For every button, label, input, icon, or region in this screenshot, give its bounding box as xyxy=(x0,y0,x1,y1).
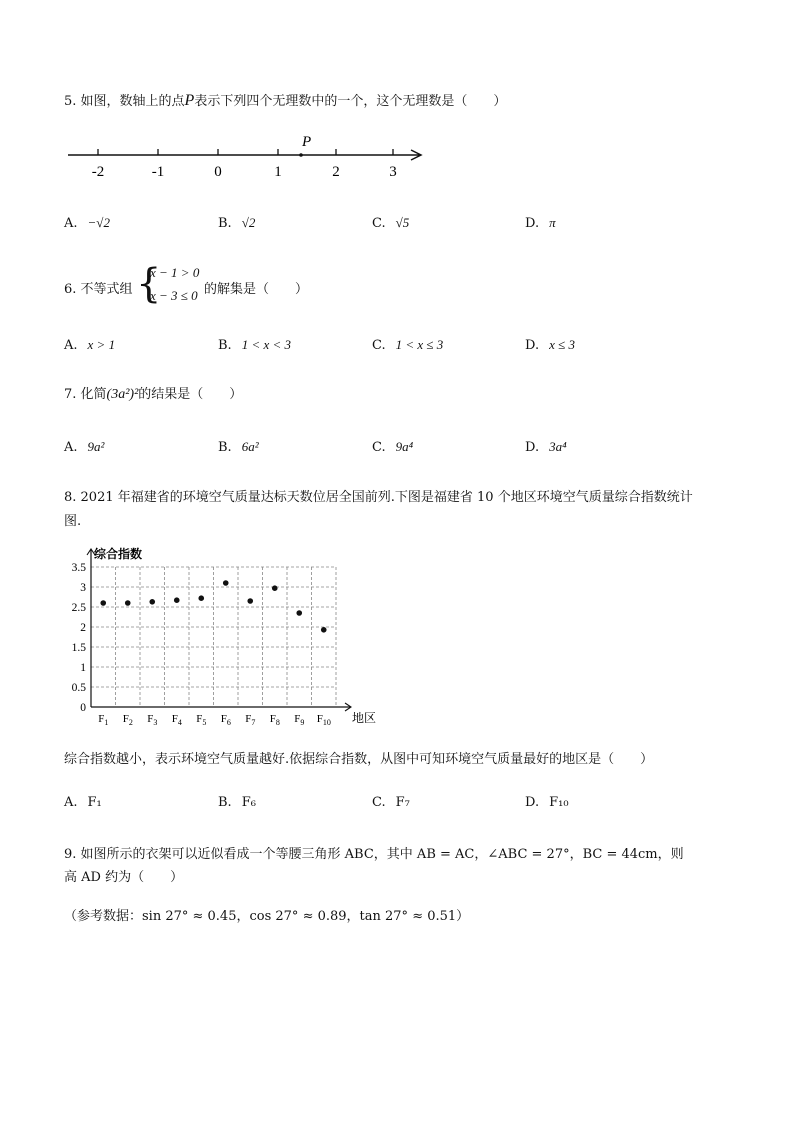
chart-y-tick-label: 0 xyxy=(80,702,86,714)
chart-x-tick-label: $F_6$ xyxy=(220,713,231,727)
chart-data-point xyxy=(296,610,302,616)
q5-var-p: P xyxy=(184,92,195,109)
chart-data-point xyxy=(223,580,229,586)
chart-x-axis-label: 地区 xyxy=(352,711,377,725)
chart-data-point xyxy=(100,600,106,606)
chart-x-tick-label: $F_4$ xyxy=(171,713,182,727)
chart-x-tick-label: $F_8$ xyxy=(269,713,280,727)
q7-option-d[interactable]: D. 3a⁴ xyxy=(525,439,567,455)
chart-y-tick-label: 0.5 xyxy=(71,682,86,694)
q7-option-b[interactable]: B. 6a² xyxy=(218,439,259,455)
q5-option-b[interactable]: B. √2 xyxy=(218,215,256,231)
q8-after-text: 综合指数越小，表示环境空气质量越好.依据综合指数，从图中可知环境空气质量最好的地区是（ ） xyxy=(64,752,654,767)
chart-data-point xyxy=(272,585,278,591)
chart-y-tick-label: 3.5 xyxy=(71,562,86,574)
q8-stem-line1: 8. 2021 年福建省的环境空气质量达标天数位居全国前列.下图是福建省 10 个地区环境空气质量综合指数统计 xyxy=(64,490,693,505)
chart-data-point xyxy=(149,599,155,605)
chart-data-point xyxy=(321,627,327,633)
q7-option-c[interactable]: C. 9a⁴ xyxy=(372,439,414,455)
q5-stem: 5. 如图，数轴上的点P表示下列四个无理数中的一个，这个无理数是（ ） xyxy=(64,92,507,109)
number-line-tick-label: 3 xyxy=(389,164,397,180)
q8-option-d[interactable]: D. F₁₀ xyxy=(525,795,569,810)
chart-x-tick-label: $F_{10}$ xyxy=(316,713,331,727)
q6-option-d[interactable]: D. x ≤ 3 xyxy=(525,337,575,353)
chart-x-tick-label: $F_2$ xyxy=(122,713,133,727)
q8-option-b[interactable]: B. F₆ xyxy=(218,795,256,810)
q5-option-a[interactable]: A. −√2 xyxy=(64,215,110,231)
q5-option-d[interactable]: D. π xyxy=(525,215,556,231)
chart-x-tick-label: $F_1$ xyxy=(98,713,109,727)
q6-option-b[interactable]: B. 1 < x < 3 xyxy=(218,337,292,353)
number-line-tick-label: 2 xyxy=(332,164,340,180)
chart-y-tick-label: 1.5 xyxy=(71,642,86,654)
chart-x-tick-label: $F_7$ xyxy=(245,713,256,727)
q6-option-a[interactable]: A. x > 1 xyxy=(64,337,116,353)
chart-data-point xyxy=(125,600,131,606)
q7-expr: (3a²)² xyxy=(106,387,139,402)
q6-line1: x − 1 > 0 xyxy=(150,265,200,280)
number-line-figure xyxy=(60,128,430,188)
chart-y-tick-label: 2.5 xyxy=(71,602,86,614)
air-quality-chart xyxy=(58,544,388,730)
chart-x-tick-label: $F_5$ xyxy=(196,713,207,727)
q6-stem-rest: 的解集是（ ） xyxy=(204,282,309,297)
number-line-tick-label: -2 xyxy=(91,164,105,180)
q7-stem: 7. 化简(3a²)²的结果是（ ） xyxy=(64,387,243,402)
chart-y-tick-label: 2 xyxy=(80,622,86,634)
q9-reference-data: （参考数据：sin 27° ≈ 0.45，cos 27° ≈ 0.89，tan 27° ≈ 0.51） xyxy=(64,909,470,924)
q5-option-c[interactable]: C. √5 xyxy=(372,215,410,231)
chart-x-tick-label: $F_3$ xyxy=(147,713,158,727)
chart-data-point xyxy=(198,595,204,601)
q8-option-a[interactable]: A. F₁ xyxy=(64,795,102,810)
q6-brace: { xyxy=(136,261,162,307)
q7-option-a[interactable]: A. 9a² xyxy=(64,439,105,455)
q6-stem: 6. 不等式组 xyxy=(64,282,133,297)
chart-data-point xyxy=(247,598,253,604)
q6-line2: x − 3 ≤ 0 xyxy=(150,288,198,303)
chart-x-tick-label: $F_9$ xyxy=(294,713,305,727)
number-line-tick-label: -1 xyxy=(151,164,165,180)
q8-option-c[interactable]: C. F₇ xyxy=(372,795,410,810)
q9-line1: 9. 如图所示的衣架可以近似看成一个等腰三角形 ABC，其中 AB = AC，∠ABC = 27°，BC = 44cm，则 xyxy=(64,847,684,862)
chart-y-tick-label: 1 xyxy=(80,662,86,674)
number-line-tick-label: 0 xyxy=(214,164,222,180)
number-line-tick-label: 1 xyxy=(274,164,282,180)
q6-option-c[interactable]: C. 1 < x ≤ 3 xyxy=(372,337,444,353)
chart-data-point xyxy=(174,597,180,603)
q8-stem-line2: 图. xyxy=(64,514,82,529)
chart-y-tick-label: 3 xyxy=(80,582,86,594)
number-line-arrow xyxy=(411,150,421,160)
q9-line2: 高 AD 约为（ ） xyxy=(64,870,184,885)
point-p-label: P xyxy=(302,134,312,150)
chart-y-axis-label: 综合指数 xyxy=(94,547,143,561)
point-p xyxy=(299,153,303,157)
